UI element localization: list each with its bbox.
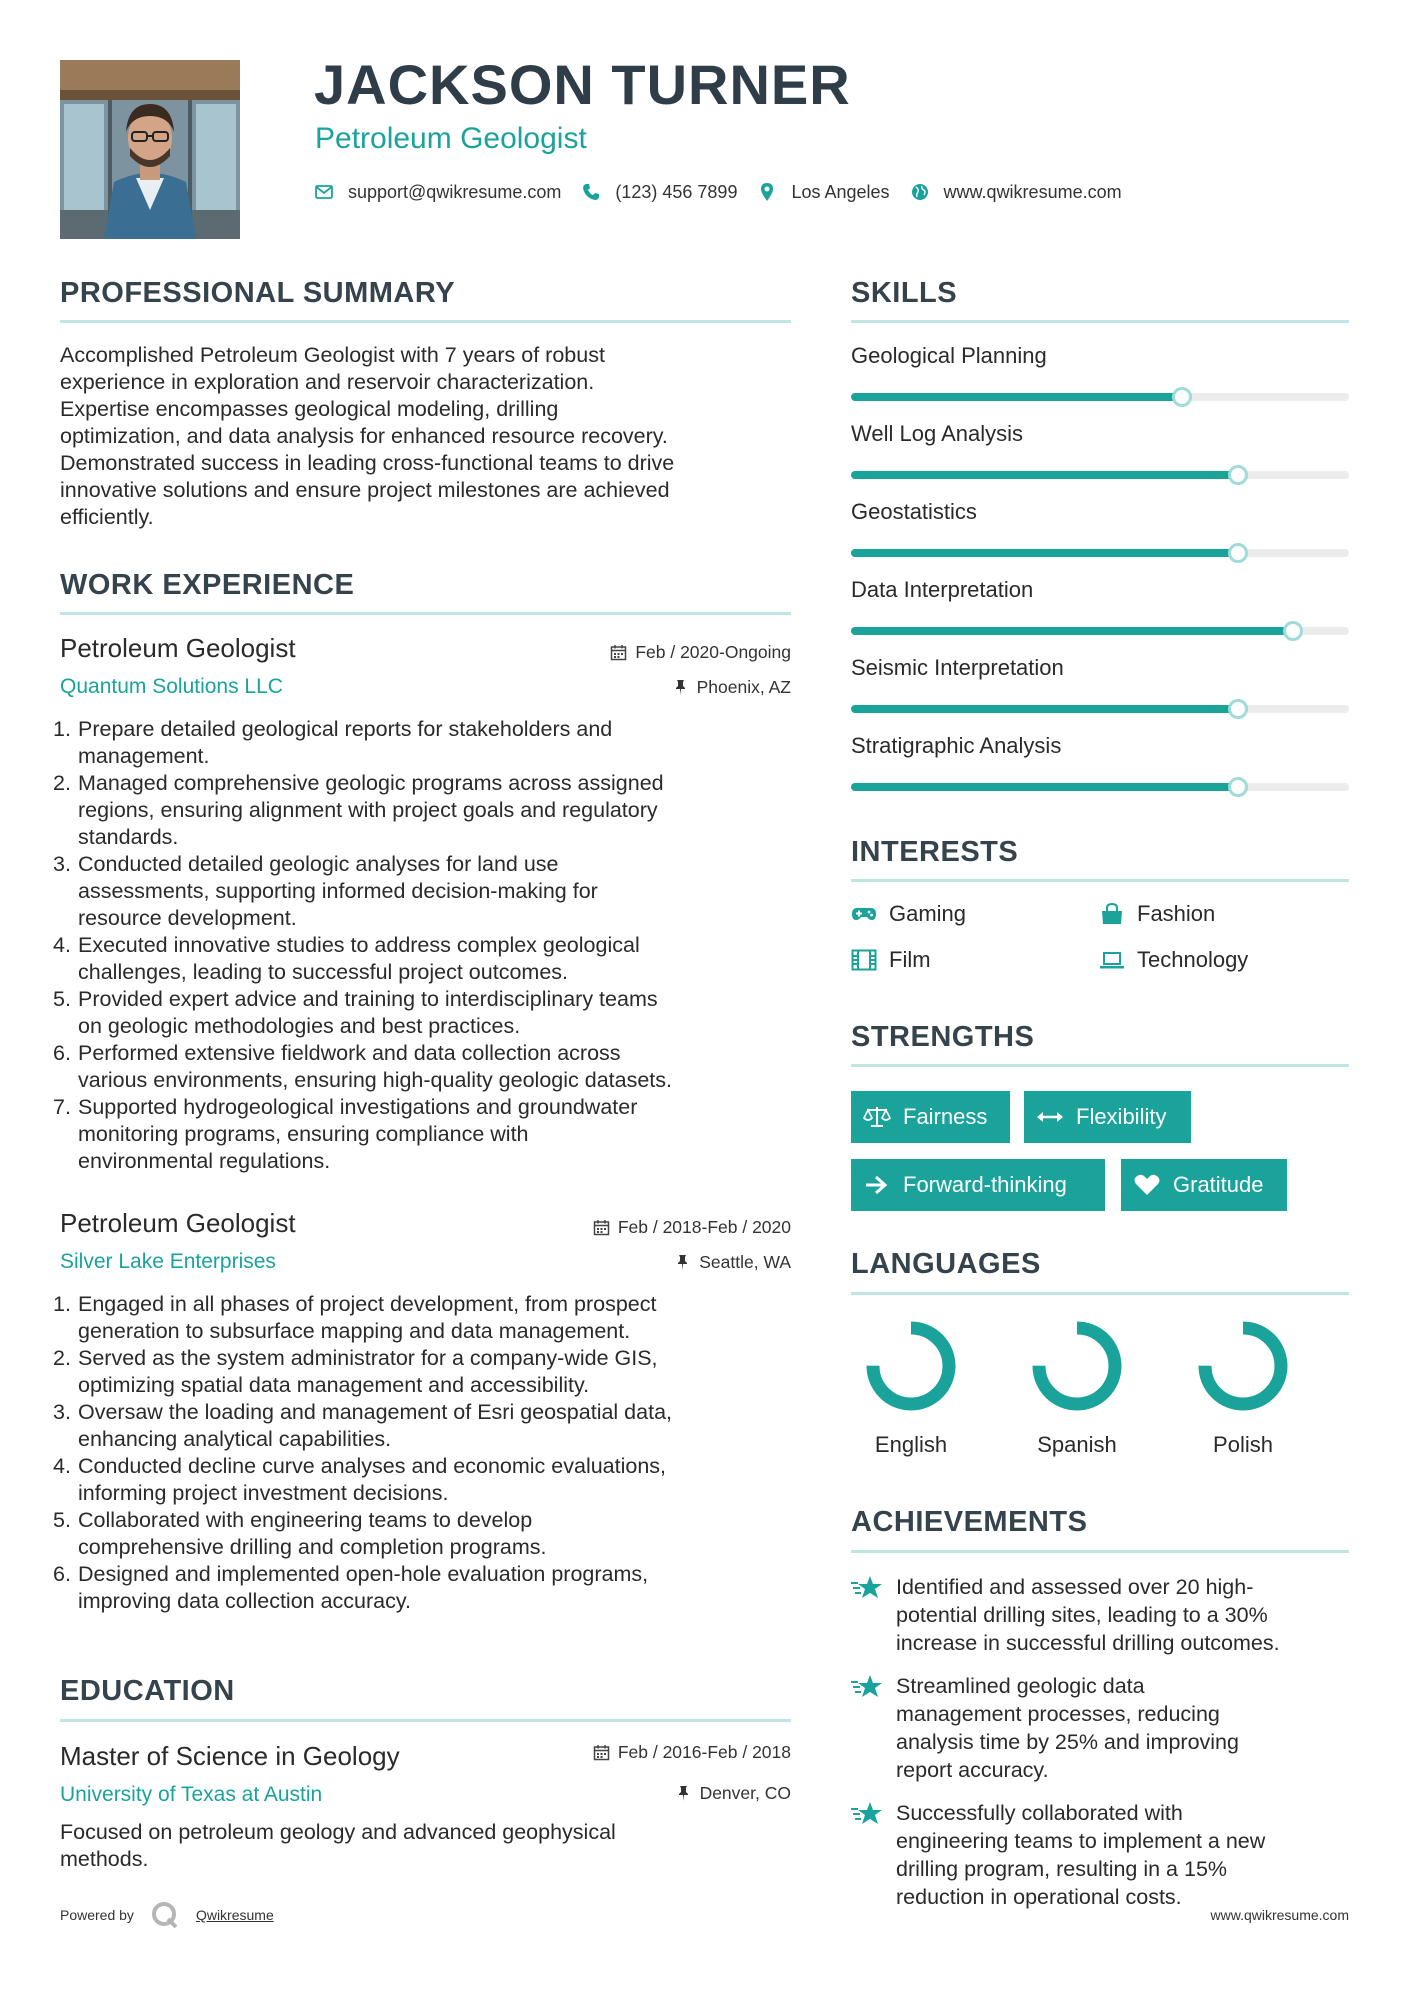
gamepad-icon xyxy=(851,903,877,925)
job-title: Petroleum Geologist xyxy=(60,633,296,663)
skill-bar-knob xyxy=(1228,777,1248,797)
interest-item-fashion xyxy=(1099,901,1215,927)
education-location-text: Denver, CO xyxy=(699,1783,791,1803)
summary-line: efficiently. xyxy=(60,505,154,529)
language-item xyxy=(1183,1318,1303,1458)
summary-heading: PROFESSIONAL SUMMARY xyxy=(60,277,456,309)
job-location xyxy=(672,677,791,698)
strengths-heading: STRENGTHS xyxy=(851,1021,1035,1053)
list-item: Performed extensive fieldwork and data collection across various environments, ensuring high-quality geologic datasets. xyxy=(78,1041,672,1092)
envelope-icon xyxy=(314,182,334,202)
job-company: Quantum Solutions LLC xyxy=(60,675,283,698)
experience-heading: WORK EXPERIENCE xyxy=(60,569,355,601)
interests-heading: INTERESTS xyxy=(851,836,1019,868)
contact-email[interactable]: support@qwikresume.com xyxy=(348,181,562,202)
skill-label: Well Log Analysis xyxy=(851,421,1024,446)
achievement-text: Identified and assessed over 20 high- potential drilling sites, leading to a 30% increase in successful drilling outcomes. xyxy=(896,1575,1280,1655)
heart-icon xyxy=(1133,1173,1161,1197)
summary-divider xyxy=(60,320,791,323)
job-title: Petroleum Geologist xyxy=(60,1208,296,1238)
list-item: Managed comprehensive geologic programs across assigned regions, ensuring alignment with project goals and regulatory standards. xyxy=(78,771,664,849)
job-date xyxy=(593,1217,791,1238)
skill-bar-knob xyxy=(1228,543,1248,563)
languages-heading: LANGUAGES xyxy=(851,1248,1041,1280)
skill-label: Geological Planning xyxy=(851,343,1047,368)
interest-label: Fashion xyxy=(1137,901,1216,926)
strength-label: Forward-thinking xyxy=(903,1172,1067,1197)
education-location xyxy=(675,1783,791,1804)
balance-scale-icon xyxy=(863,1105,891,1129)
powered-by xyxy=(60,1900,274,1930)
list-item: Oversaw the loading and management of Esri geospatial data, enhancing analytical capabilities. xyxy=(78,1400,673,1451)
star-badge-icon xyxy=(851,1573,883,1603)
education-degree: Master of Science in Geology xyxy=(60,1741,400,1771)
skill-label: Stratigraphic Analysis xyxy=(851,733,1062,758)
strength-label: Fairness xyxy=(903,1104,988,1129)
skills-divider xyxy=(851,320,1349,323)
arrow-right-icon xyxy=(863,1173,891,1197)
list-item: Provided expert advice and training to interdisciplinary teams on geologic methodologies and best practices. xyxy=(78,987,658,1038)
shopping-bag-icon xyxy=(1099,903,1125,925)
interest-item-gaming xyxy=(851,901,966,927)
list-item: Conducted detailed geologic analyses for land use assessments, supporting informed decision-making for resource development. xyxy=(78,852,598,930)
language-label: Spanish xyxy=(1037,1432,1117,1457)
phone-icon xyxy=(581,182,601,202)
job-location xyxy=(674,1252,791,1273)
experience-divider xyxy=(60,612,791,615)
interest-label: Gaming xyxy=(889,901,967,926)
calendar-icon xyxy=(593,1219,610,1236)
list-item: Conducted decline curve analyses and economic evaluations, informing project investment decisions. xyxy=(78,1454,667,1505)
language-ring xyxy=(1029,1318,1125,1414)
language-ring-arc xyxy=(873,1328,949,1404)
language-label: Polish xyxy=(1213,1432,1273,1457)
education-date-text: Feb / 2016-Feb / 2018 xyxy=(617,1742,791,1762)
skill-bar xyxy=(851,393,1349,401)
strength-badge-flexibility xyxy=(1024,1091,1191,1143)
language-item xyxy=(851,1318,971,1458)
job-date xyxy=(610,642,791,663)
summary-line: Accomplished Petroleum Geologist with 7 years of robust xyxy=(60,343,605,367)
skill-bar xyxy=(851,627,1349,635)
skill-bar-knob xyxy=(1283,621,1303,641)
star-badge-icon xyxy=(851,1672,883,1702)
profile-photo xyxy=(60,60,240,239)
job-date-text: Feb / 2020-Ongoing xyxy=(635,642,791,662)
contact-website[interactable]: www.qwikresume.com xyxy=(943,181,1122,202)
achievement-text: Successfully collaborated with engineering teams to implement a new drilling program, resulting in a 15% reduction in operational costs. xyxy=(896,1801,1266,1909)
education-heading: EDUCATION xyxy=(60,1675,235,1707)
language-ring-arc xyxy=(1205,1328,1281,1404)
achievement-text: Streamlined geologic data management processes, reducing analysis time by 25% and improving report accuracy. xyxy=(896,1674,1239,1782)
skill-bar-knob xyxy=(1228,465,1248,485)
list-item: Executed innovative studies to address complex geological challenges, leading to successful project outcomes. xyxy=(78,933,640,984)
footer-website[interactable]: www.qwikresume.com xyxy=(1210,1907,1349,1923)
summary-line: experience in exploration and reservoir characterization. xyxy=(60,370,595,394)
strength-label: Flexibility xyxy=(1076,1104,1167,1129)
achievements-heading: ACHIEVEMENTS xyxy=(851,1506,1088,1538)
calendar-icon xyxy=(593,1744,610,1761)
skill-bar xyxy=(851,471,1349,479)
language-label: English xyxy=(874,1432,948,1457)
list-item: Served as the system administrator for a company-wide GIS, optimizing spatial data management and accessibility. xyxy=(78,1346,658,1397)
skill-label: Seismic Interpretation xyxy=(851,655,1064,680)
skill-bar-knob xyxy=(1228,699,1248,719)
interest-item-technology xyxy=(1099,947,1248,973)
skill-bar-fill xyxy=(851,471,1238,479)
job-date-text: Feb / 2018-Feb / 2020 xyxy=(617,1217,791,1237)
laptop-icon xyxy=(1099,949,1125,971)
summary-line: Expertise encompasses geological modeling, drilling xyxy=(60,397,559,421)
list-item: Supported hydrogeological investigations and groundwater monitoring programs, ensuring compliance with environmental regulations. xyxy=(78,1095,638,1173)
strength-badge-forward-thinking xyxy=(851,1159,1105,1211)
job-location-text: Phoenix, AZ xyxy=(696,677,791,697)
contact-location: Los Angeles xyxy=(791,181,890,202)
skill-bar-fill xyxy=(851,549,1238,557)
skill-bar-fill xyxy=(851,393,1182,401)
candidate-name: JACKSON TURNER xyxy=(314,53,851,116)
skill-bar xyxy=(851,549,1349,557)
skill-bar xyxy=(851,705,1349,713)
list-item: Collaborated with engineering teams to develop comprehensive drilling and completion programs. xyxy=(78,1508,547,1559)
contact-bar xyxy=(314,178,1142,206)
calendar-icon xyxy=(610,644,627,661)
language-ring-arc xyxy=(1039,1328,1115,1404)
language-item xyxy=(1017,1318,1137,1458)
skills-heading: SKILLS xyxy=(851,277,958,309)
qwikresume-link[interactable]: Qwikresume xyxy=(195,1907,274,1923)
languages-divider xyxy=(851,1292,1349,1295)
strength-badge-gratitude xyxy=(1121,1159,1287,1211)
film-icon xyxy=(851,949,877,971)
skill-bar xyxy=(851,783,1349,791)
skill-bar-fill xyxy=(851,627,1293,635)
globe-icon xyxy=(910,182,930,202)
achievements-divider xyxy=(851,1550,1349,1553)
star-badge-icon xyxy=(851,1799,883,1829)
strength-label: Gratitude xyxy=(1173,1172,1264,1197)
strength-badge-fairness xyxy=(851,1091,1010,1143)
interest-item-film xyxy=(851,947,931,973)
skill-bar-fill xyxy=(851,705,1238,713)
list-item: Prepare detailed geological reports for stakeholders and management. xyxy=(78,717,613,768)
powered-by-label: Powered by xyxy=(60,1907,134,1923)
summary-text xyxy=(60,342,796,531)
pushpin-icon xyxy=(675,1785,692,1802)
job-duties-list xyxy=(78,716,800,1175)
education-divider xyxy=(60,1719,791,1722)
skill-bar-fill xyxy=(851,783,1238,791)
interest-label: Technology xyxy=(1137,947,1249,972)
interest-label: Film xyxy=(889,947,931,972)
skill-label: Geostatistics xyxy=(851,499,977,524)
qwikresume-logo-icon xyxy=(150,1900,180,1930)
education-description: Focused on petroleum geology and advanced geophysical methods. xyxy=(60,1820,616,1871)
summary-line: innovative solutions and ensure project milestones are achieved xyxy=(60,478,670,502)
arrows-horizontal-icon xyxy=(1036,1105,1064,1129)
language-ring xyxy=(863,1318,959,1414)
job-duties-list xyxy=(78,1291,800,1615)
skill-bar-knob xyxy=(1172,387,1192,407)
strengths-divider xyxy=(851,1064,1349,1067)
list-item: Designed and implemented open-hole evaluation programs, improving data collection accuracy. xyxy=(78,1562,649,1613)
job-location-text: Seattle, WA xyxy=(699,1252,791,1272)
contact-phone[interactable]: (123) 456 7899 xyxy=(615,181,738,202)
summary-line: optimization, and data analysis for enhanced resource recovery. xyxy=(60,424,668,448)
candidate-title: Petroleum Geologist xyxy=(315,122,587,155)
skill-label: Data Interpretation xyxy=(851,577,1034,602)
list-item: Engaged in all phases of project development, from prospect generation to subsurface mapping and data management. xyxy=(78,1292,657,1343)
summary-line: Demonstrated success in leading cross-functional teams to drive xyxy=(60,451,675,475)
pushpin-icon xyxy=(672,679,689,696)
map-pin-icon xyxy=(757,182,777,202)
education-school: University of Texas at Austin xyxy=(60,1783,323,1806)
language-ring xyxy=(1195,1318,1291,1414)
interests-divider xyxy=(851,879,1349,882)
job-company: Silver Lake Enterprises xyxy=(60,1250,276,1273)
education-date xyxy=(593,1742,791,1763)
pushpin-icon xyxy=(674,1254,691,1271)
